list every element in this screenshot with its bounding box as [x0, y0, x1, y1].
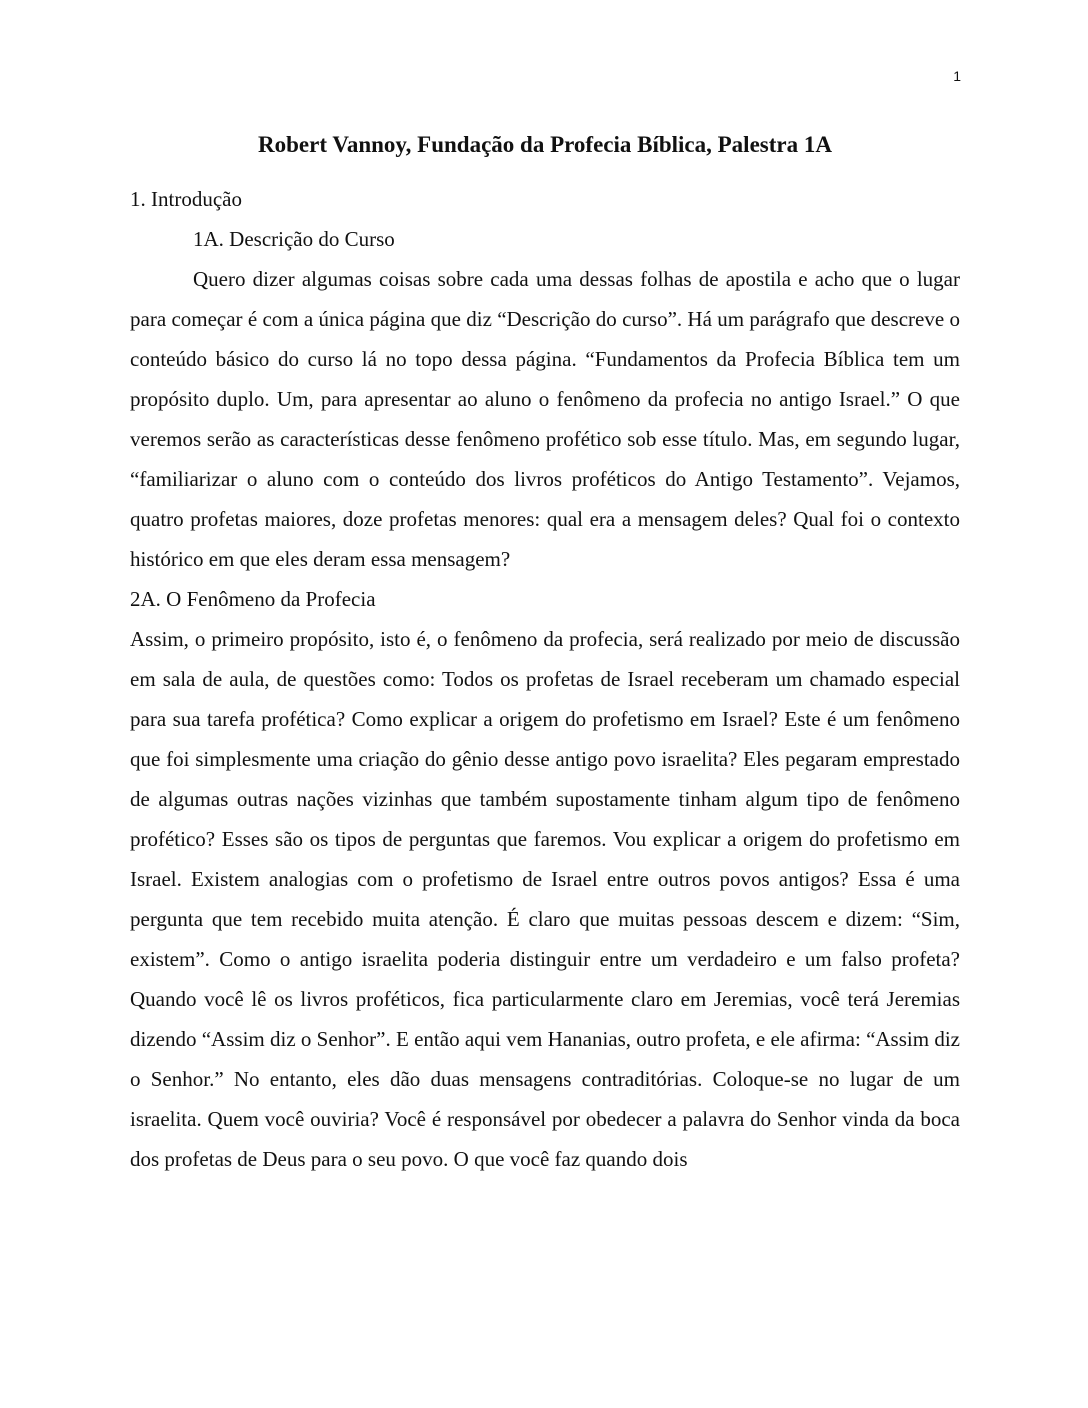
- subheading-descricao-do-curso: 1A. Descrição do Curso: [193, 227, 395, 251]
- page-content: [130, 128, 960, 1179]
- document-title: Robert Vannoy, Fundação da Profecia Bíblica, Palestra 1A: [258, 132, 832, 157]
- paragraph-phenomenon-of-prophecy: Assim, o primeiro propósito, isto é, o fenômeno da profecia, será realizado por meio de discussão em sala de aula, de questões como: Todos os profetas de Israel receberam um chamado especial para sua tarefa profética? Como explicar a origem do profetismo em Israel? Este é um fenômeno que foi simplesmente uma criação do gênio desse antigo povo israelita? Eles pegaram emprestado de algumas outras nações vizinhas que também supostamente tinham algum tipo de fenômeno profético? Esses são os tipos de perguntas que faremos. Vou explicar a origem do profetismo em Israel. Existem analogias com o profetismo de Israel entre outros povos antigos? Essa é uma pergunta que tem recebido muita atenção. É claro que muitas pessoas descem e dizem: “Sim, existem”. Como o antigo israelita poderia distinguir entre um verdadeiro e um falso profeta? Quando você lê os livros proféticos, fica particularmente claro em Jeremias, você terá Jeremias dizendo “Assim diz o Senhor”. E então aqui vem Hananias, outro profeta, e ele afirma: “Assim diz o Senhor.” No entanto, eles dão duas mensagens contraditórias. Coloque-se no lugar de um israelita. Quem você ouviria? Você é responsável por obedecer a palavra do Senhor vinda da boca dos profetas de Deus para o seu povo. O que você faz quando dois: [130, 627, 960, 1171]
- paragraph-course-description: Quero dizer algumas coisas sobre cada uma dessas folhas de apostila e acho que o lugar para começar é com a única página que diz “Descrição do curso”. Há um parágrafo que descreve o conteúdo básico do curso lá no topo dessa página. “Fundamentos da Profecia Bíblica tem um propósito duplo. Um, para apresentar ao aluno o fenômeno da profecia no antigo Israel.” O que veremos serão as características desse fenômeno profético sob esse título. Mas, em segundo lugar, “familiarizar o aluno com o conteúdo dos livros proféticos do Antigo Testamento”. Vejamos, quatro profetas maiores, doze profetas menores: qual era a mensagem deles? Qual foi o contexto histórico em que eles deram essa mensagem?: [130, 267, 960, 571]
- subheading-fenomeno-da-profecia: 2A. O Fenômeno da Profecia: [130, 587, 376, 611]
- page-number: 1: [953, 68, 961, 84]
- section-heading-introducao: 1. Introdução: [130, 187, 242, 211]
